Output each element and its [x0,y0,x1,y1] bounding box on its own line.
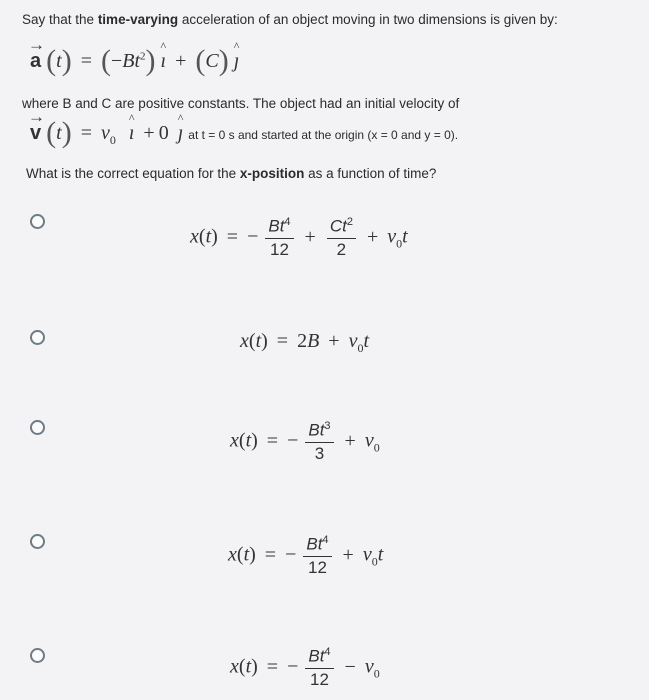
question-prompt: What is the correct equation for the x-position as a function of time? [26,166,437,181]
option-b-radio[interactable] [30,330,45,345]
option-e-radio[interactable] [30,648,45,663]
option-d-radio[interactable] [30,534,45,549]
option-d-equation[interactable]: x(t) = − $\frac{Bt^4}{12}$ + $v_0t$ [228,534,384,578]
option-c-radio[interactable] [30,420,45,435]
question-intro: Say that the time-varying acceleration of an object moving in two dimensions is given by: [22,12,558,27]
option-c-equation[interactable]: x(t) = − $\frac{Bt^3}{3}$ + $v_0$ [230,420,380,464]
option-a-equation[interactable]: x(t) = − $\frac{Bt^4}{12}$ + $\frac{Ct^2}{2}$ + $v_0t$ [190,216,408,260]
velocity-condition-text: at t = 0 s and started at the origin (x = 0 and y = 0). [188,128,459,142]
acceleration-equation: → a $(t) = (-Bt^2)$ ^ ı + (C) ^ ȷ [30,44,239,78]
option-e-equation[interactable]: x(t) = − $\frac{Bt^4}{12}$ − $v_0$ [230,646,380,690]
velocity-equation: → v $(t) = v_0$ ^ ı + 0 ^ ȷ at t = 0 s and started at the origin (x = 0 and y = 0). [30,116,458,150]
option-a-radio[interactable] [30,214,45,229]
constants-text: where B and C are positive constants. The object had an initial velocity of [22,96,460,111]
option-b-equation[interactable]: $x(t) = 2B + v_0t$ [240,330,370,355]
